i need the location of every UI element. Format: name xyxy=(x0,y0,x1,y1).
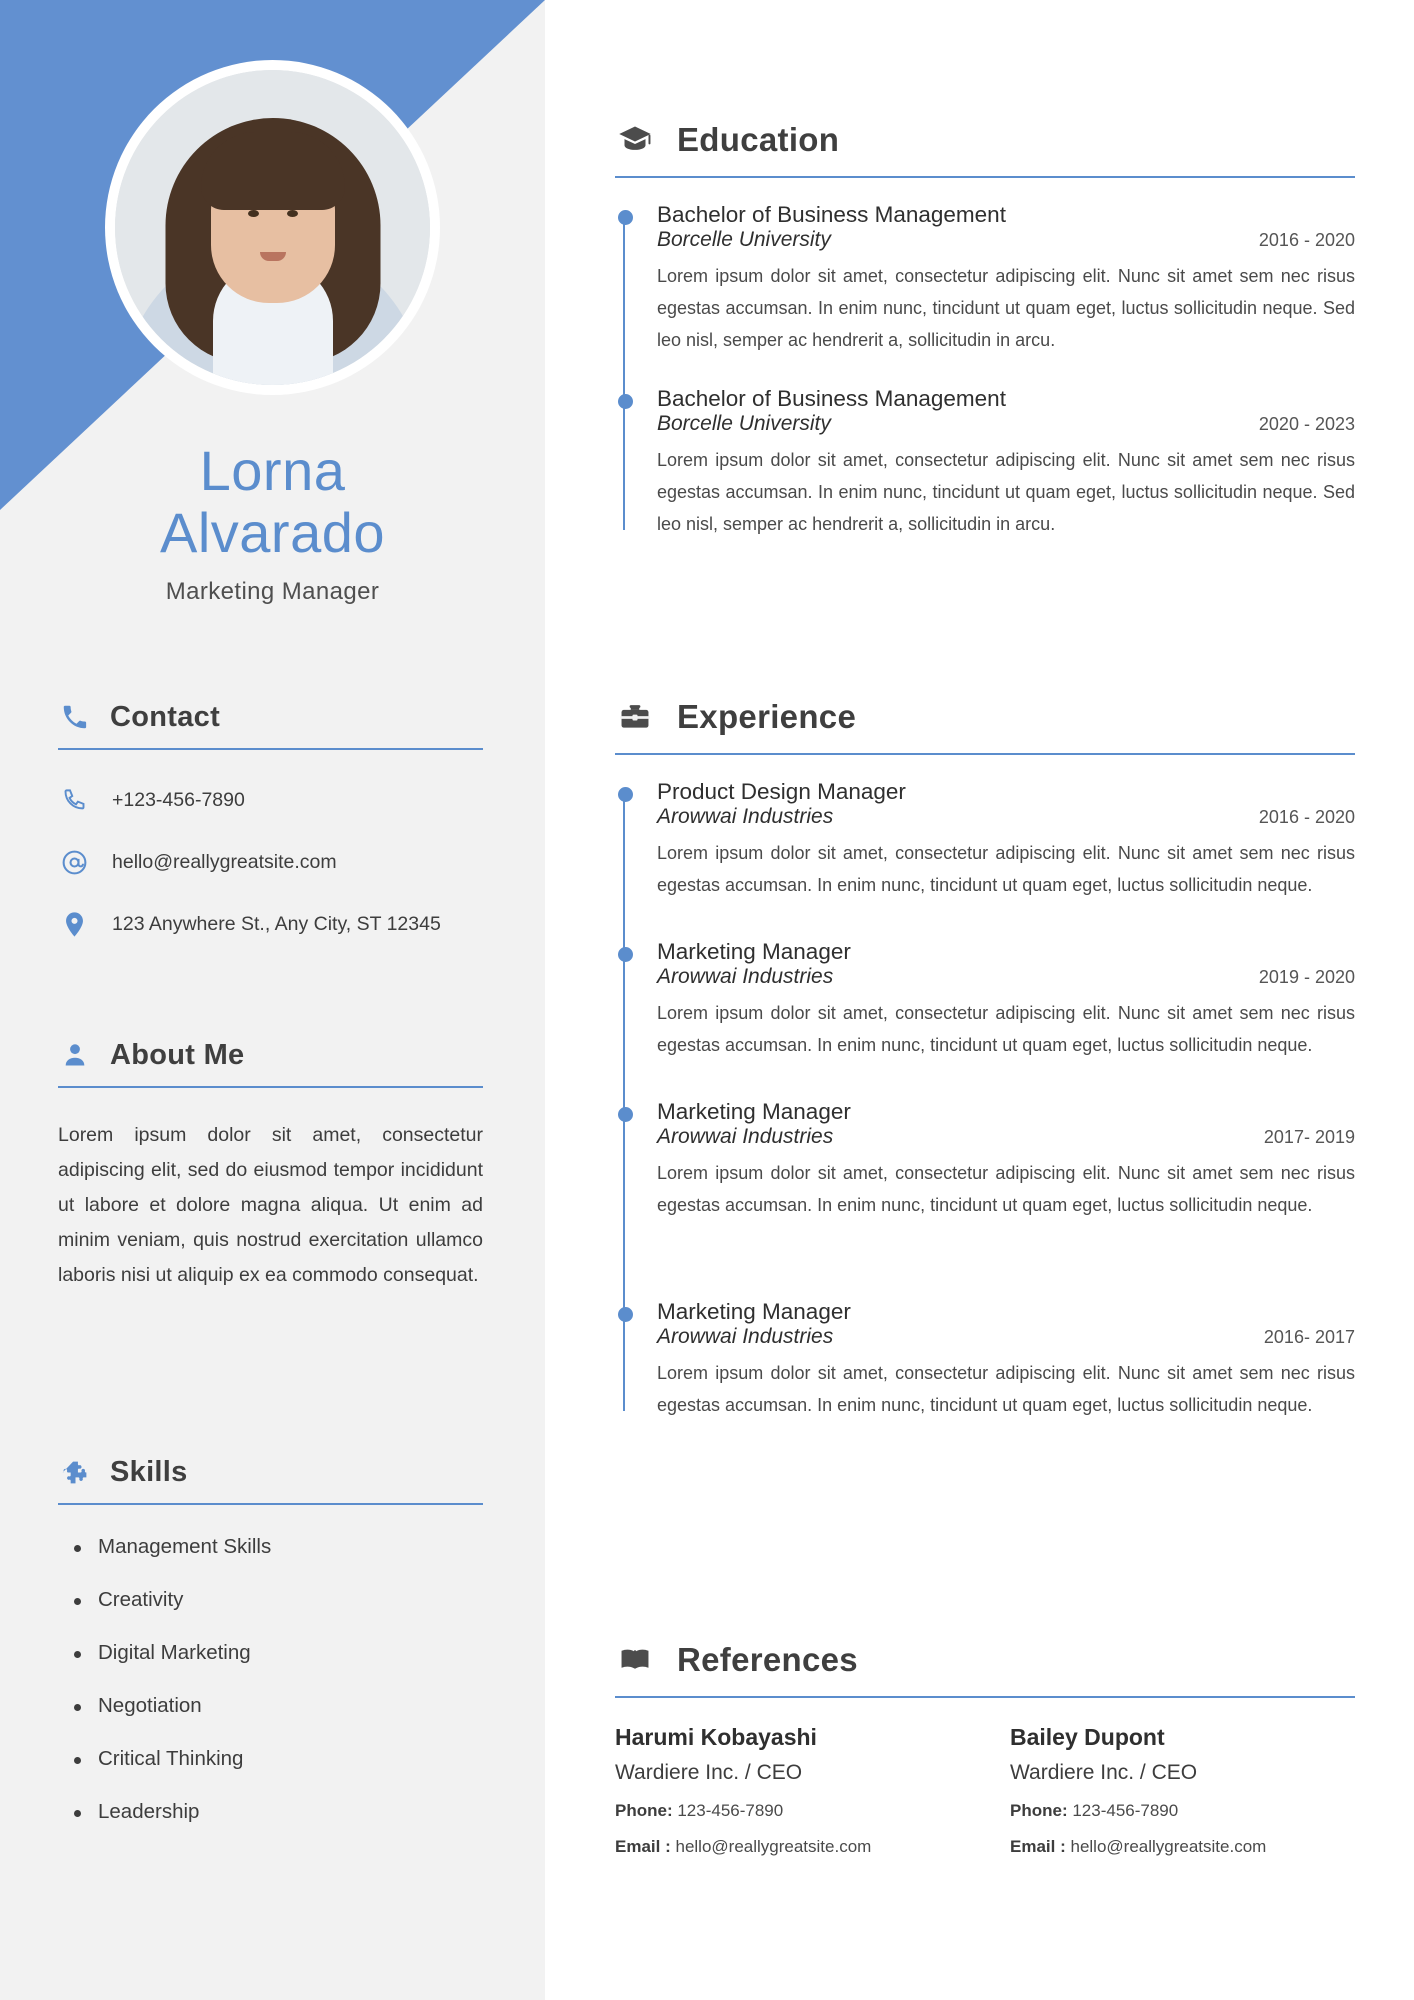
reference-name: Harumi Kobayashi xyxy=(615,1724,817,1750)
reference-phone-row xyxy=(615,1801,935,1821)
list-item xyxy=(657,1299,1355,1421)
reference-email-row xyxy=(615,1837,935,1857)
list-item: Critical Thinking xyxy=(58,1747,483,1771)
about-text: Lorem ipsum dolor sit amet, consectetur adipiscing elit, sed do eiusmod tempor incididunt ut labore et dolore magna aliqua. Ut enim ad minim veniam, quis nostrud exercitation ullamco laboris nisi ut aliquip ex ea commodo consequat. xyxy=(58,1124,483,1286)
contact-divider xyxy=(58,748,483,750)
education-title: Education xyxy=(677,121,840,158)
name-block xyxy=(0,440,545,606)
first-name: Lorna xyxy=(199,439,346,502)
company-name: Arowwai Industries xyxy=(657,965,834,988)
sidebar xyxy=(0,0,545,2000)
contact-email: hello@reallygreatsite.com xyxy=(112,850,337,873)
contact-title: Contact xyxy=(110,700,221,733)
list-item xyxy=(657,386,1355,540)
list-item xyxy=(657,779,1355,901)
list-item: Management Skills xyxy=(58,1535,483,1559)
email-at-icon xyxy=(58,846,90,878)
contact-section xyxy=(58,700,483,970)
list-item xyxy=(657,1099,1355,1221)
list-item[interactable] xyxy=(58,846,483,878)
person-icon xyxy=(58,1038,92,1072)
skills-section xyxy=(58,1455,483,1853)
experience-title: Experience xyxy=(677,698,857,735)
job-role: Marketing Manager xyxy=(657,939,851,964)
company-name: Arowwai Industries xyxy=(657,805,834,828)
experience-heading-row xyxy=(615,697,1355,737)
phone-icon xyxy=(58,700,92,734)
company-name: Arowwai Industries xyxy=(657,1325,834,1348)
briefcase-icon xyxy=(615,697,655,737)
references-title: References xyxy=(677,1641,858,1678)
contact-address: 123 Anywhere St., Any City, ST 12345 xyxy=(112,912,441,935)
about-section xyxy=(58,1038,483,1293)
description: Lorem ipsum dolor sit amet, consectetur adipiscing elit. Nunc sit amet sem nec risus egestas accumsan. In enim nunc, tincidunt ut quam eget, luctus sollicitudin neque. Sed leo nisl, semper ac hendrerit a, sollicitudin in arcu. xyxy=(657,266,1355,350)
list-item: Leadership xyxy=(58,1800,483,1824)
date-range: 2019 - 2020 xyxy=(1258,967,1355,987)
description: Lorem ipsum dolor sit amet, consectetur adipiscing elit. Nunc sit amet sem nec risus egestas accumsan. In enim nunc, tincidunt ut quam eget, luctus sollicitudin neque. xyxy=(657,1003,1355,1055)
degree-name: Bachelor of Business Management xyxy=(657,386,1006,411)
list-item: Digital Marketing xyxy=(58,1641,483,1665)
last-name: Alvarado xyxy=(159,501,386,564)
reference-email: hello@reallygreatsite.com xyxy=(675,1837,872,1856)
about-heading-row xyxy=(58,1038,483,1072)
education-heading-row xyxy=(615,120,1355,160)
profile-photo xyxy=(115,70,430,385)
phone-label: Phone: xyxy=(1010,1801,1068,1820)
date-range: 2016 - 2020 xyxy=(1258,807,1355,827)
skills-divider xyxy=(58,1503,483,1505)
job-role: Marketing Manager xyxy=(657,1099,851,1124)
education-divider xyxy=(615,176,1355,178)
company-name: Arowwai Industries xyxy=(657,1125,834,1148)
main-content xyxy=(545,0,1414,2000)
reference-email-row xyxy=(1010,1837,1330,1857)
about-divider xyxy=(58,1086,483,1088)
list-item xyxy=(657,939,1355,1061)
list-item: Negotiation xyxy=(58,1694,483,1718)
references-section xyxy=(615,1640,1355,1857)
description: Lorem ipsum dolor sit amet, consectetur adipiscing elit. Nunc sit amet sem nec risus egestas accumsan. In enim nunc, tincidunt ut quam eget, luctus sollicitudin neque. xyxy=(657,1363,1355,1415)
reference-role: Wardiere Inc. / CEO xyxy=(1010,1761,1198,1784)
skills-heading-row xyxy=(58,1455,483,1489)
graduation-cap-icon xyxy=(615,120,655,160)
education-section xyxy=(615,120,1355,570)
job-role: Product Design Manager xyxy=(657,779,906,804)
email-label: Email : xyxy=(615,1837,671,1856)
list-item xyxy=(1010,1724,1330,1857)
reference-phone: 123-456-7890 xyxy=(1072,1801,1179,1820)
date-range: 2016 - 2020 xyxy=(1258,230,1355,250)
date-range: 2020 - 2023 xyxy=(1258,414,1355,434)
experience-section xyxy=(615,697,1355,1451)
description: Lorem ipsum dolor sit amet, consectetur adipiscing elit. Nunc sit amet sem nec risus egestas accumsan. In enim nunc, tincidunt ut quam eget, luctus sollicitudin neque. Sed leo nisl, semper ac hendrerit a, sollicitudin in arcu. xyxy=(657,450,1355,534)
degree-name: Bachelor of Business Management xyxy=(657,202,1006,227)
location-pin-icon xyxy=(58,908,90,940)
experience-timeline xyxy=(615,779,1355,1421)
reference-name: Bailey Dupont xyxy=(1010,1724,1165,1750)
puzzle-icon xyxy=(58,1455,92,1489)
references-list xyxy=(615,1724,1355,1857)
list-item xyxy=(657,202,1355,356)
reference-phone: 123-456-7890 xyxy=(677,1801,784,1820)
school-name: Borcelle University xyxy=(657,412,831,435)
job-role: Marketing Manager xyxy=(657,1299,851,1324)
about-title: About Me xyxy=(110,1038,245,1071)
list-item[interactable] xyxy=(58,908,483,940)
reference-phone-row xyxy=(1010,1801,1330,1821)
description: Lorem ipsum dolor sit amet, consectetur adipiscing elit. Nunc sit amet sem nec risus egestas accumsan. In enim nunc, tincidunt ut quam eget, luctus sollicitudin neque. xyxy=(657,1163,1355,1215)
contact-list xyxy=(58,784,483,940)
date-range: 2017- 2019 xyxy=(1263,1127,1355,1147)
list-item: Creativity xyxy=(58,1588,483,1612)
contact-phone: +123-456-7890 xyxy=(112,788,245,811)
contact-heading-row xyxy=(58,700,483,734)
reference-role: Wardiere Inc. / CEO xyxy=(615,1761,803,1784)
skills-list xyxy=(58,1535,483,1824)
job-title: Marketing Manager xyxy=(165,578,380,605)
list-item[interactable] xyxy=(58,784,483,816)
references-divider xyxy=(615,1696,1355,1698)
email-label: Email : xyxy=(1010,1837,1066,1856)
description: Lorem ipsum dolor sit amet, consectetur adipiscing elit. Nunc sit amet sem nec risus egestas accumsan. In enim nunc, tincidunt ut quam eget, luctus sollicitudin neque. xyxy=(657,843,1355,895)
open-book-icon xyxy=(615,1640,655,1680)
phone-label: Phone: xyxy=(615,1801,673,1820)
experience-divider xyxy=(615,753,1355,755)
school-name: Borcelle University xyxy=(657,228,831,251)
references-heading-row xyxy=(615,1640,1355,1680)
reference-email: hello@reallygreatsite.com xyxy=(1070,1837,1267,1856)
avatar xyxy=(105,60,440,395)
phone-icon xyxy=(58,784,90,816)
skills-title: Skills xyxy=(110,1455,188,1488)
date-range: 2016- 2017 xyxy=(1263,1327,1355,1347)
education-timeline xyxy=(615,202,1355,540)
list-item xyxy=(615,1724,935,1857)
